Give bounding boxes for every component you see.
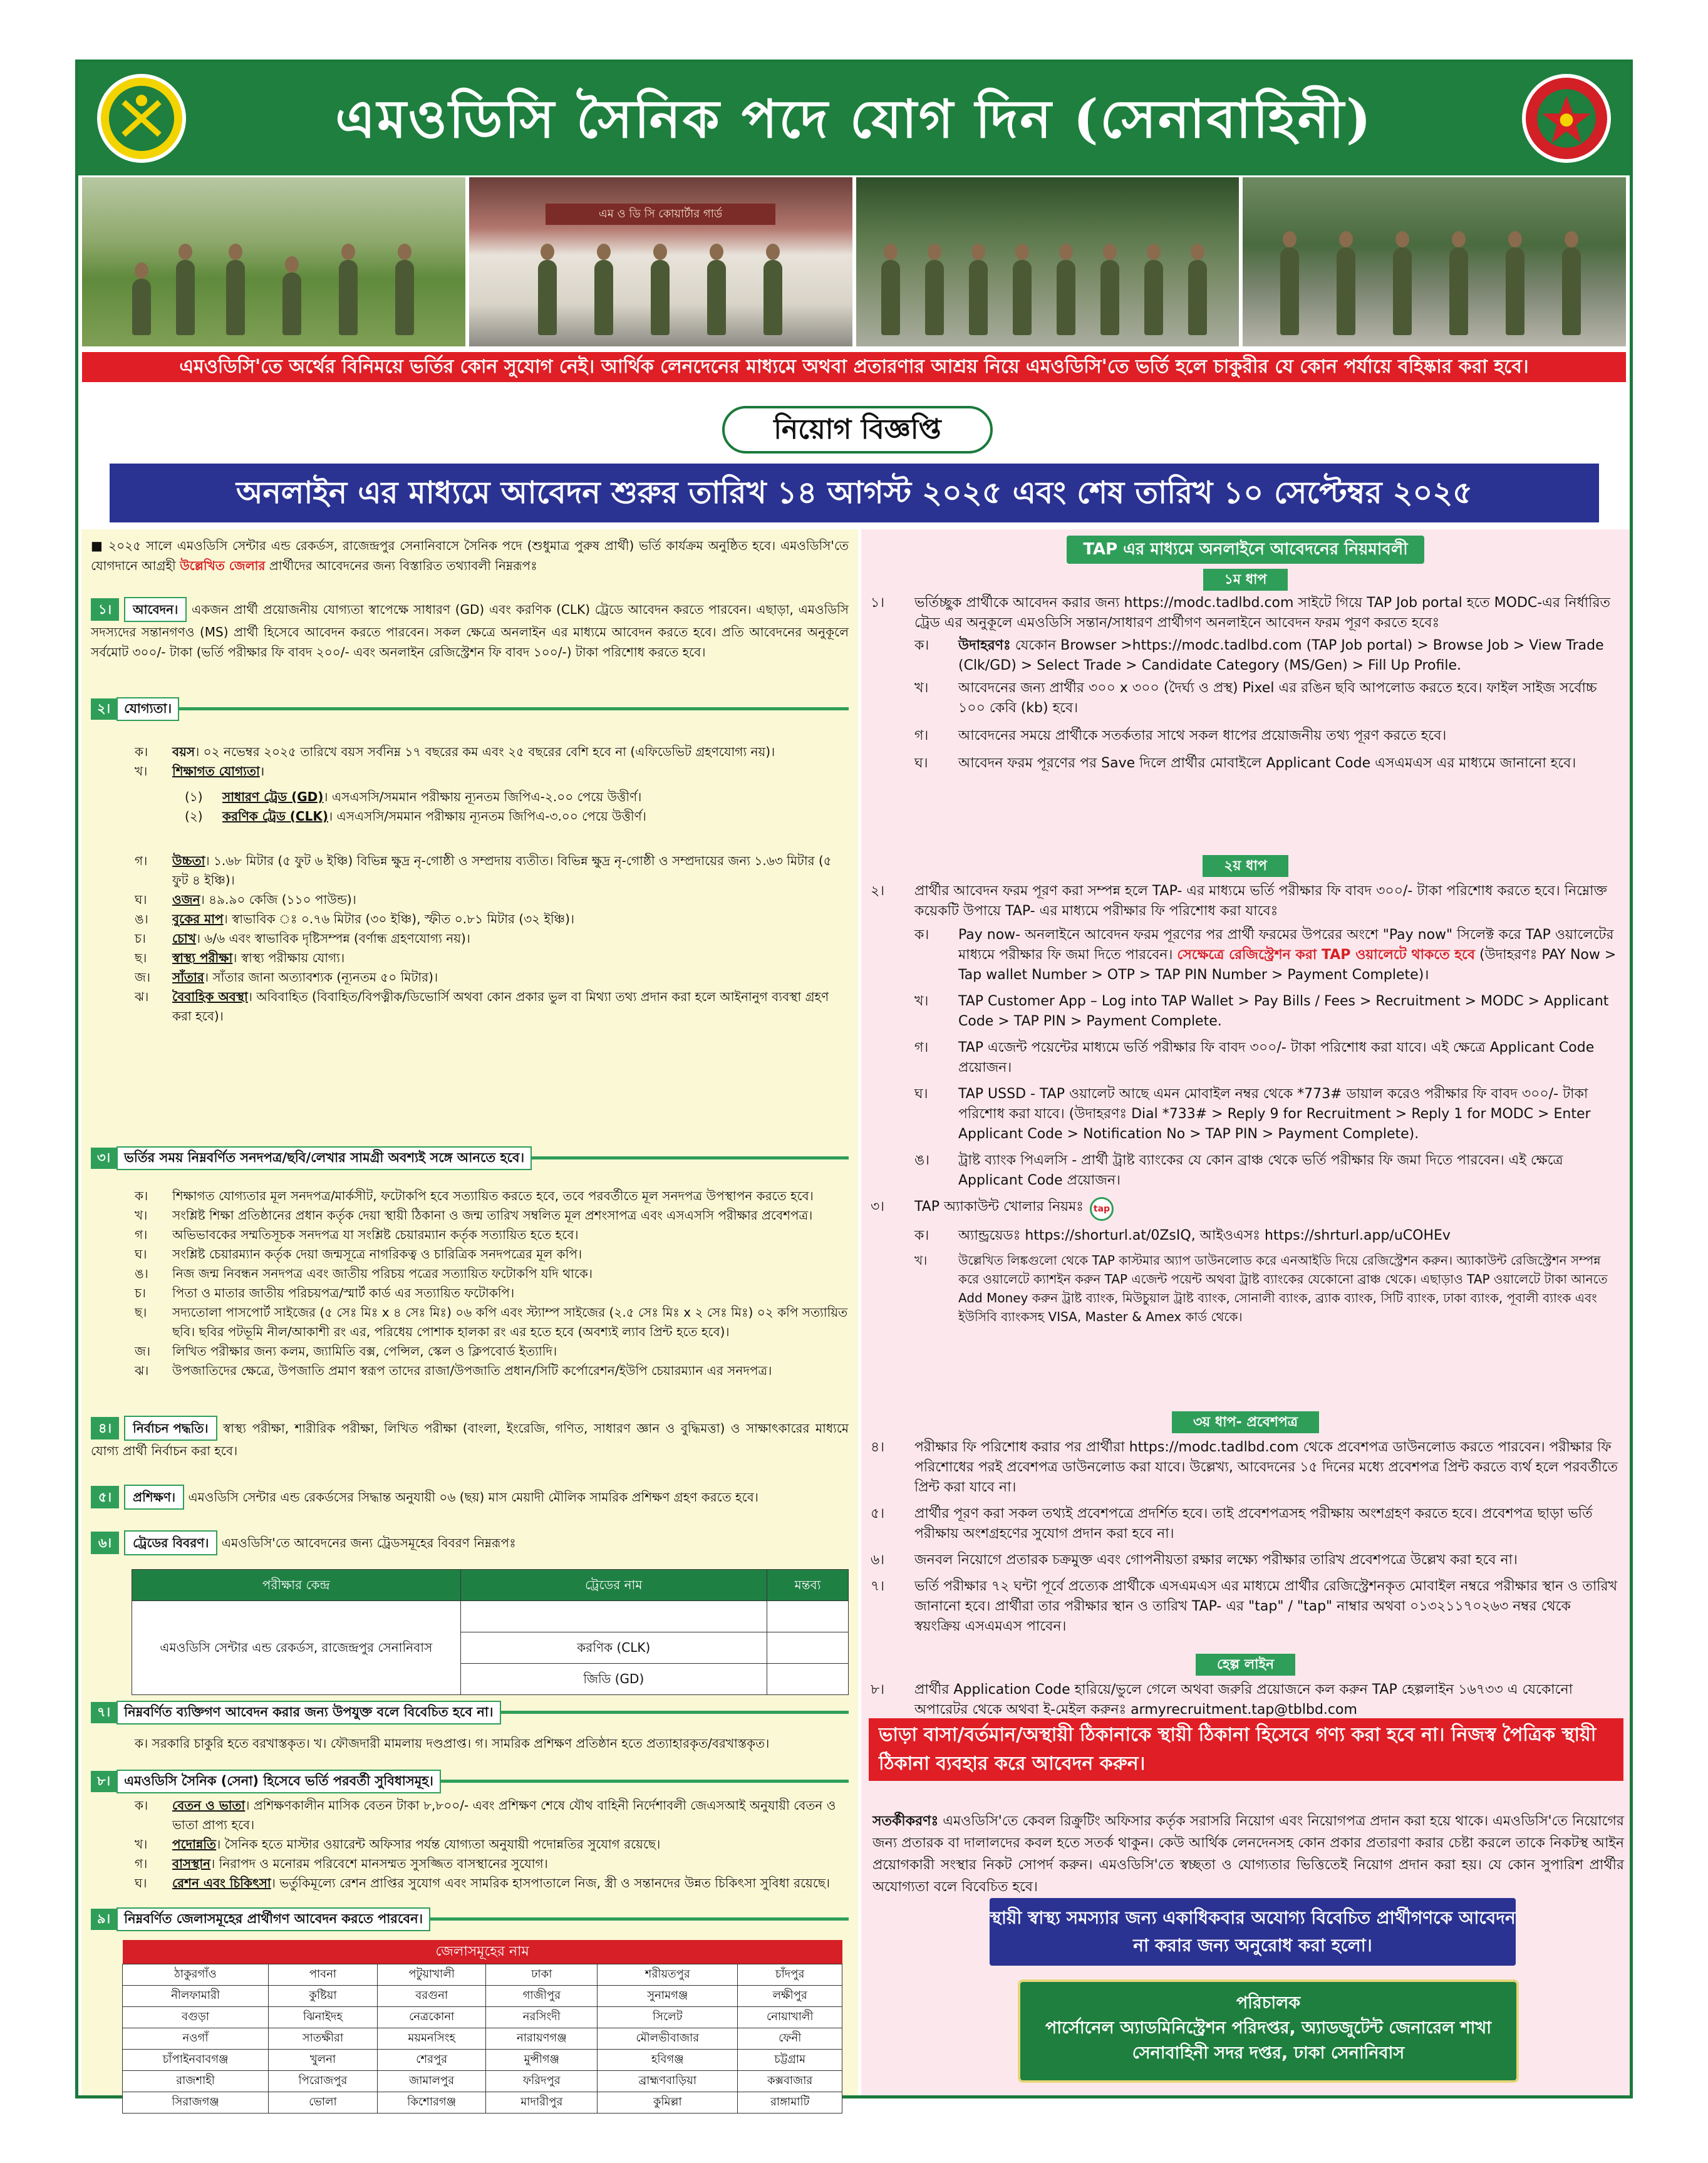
district-cell: ফেনী: [738, 2028, 842, 2049]
trade-table: [132, 1569, 849, 1695]
step-1-label: ১ম ধাপ: [861, 569, 1630, 591]
tap-step-1: ১। ভর্তিচ্ছুক প্রার্থীকে আবেদন করার জন্য https://modc.tadlbd.com সাইটে গিয়ে TAP Job portal হতে MODC-এর নির্ধারিত ট্রেড এর অনুকূলে এমওডিসি সন্তান/সাধারণ প্রার্থীগণ অনলাইনে আবেদন ফরম পূরণ করতে হবেঃ ক। উদাহরণঃ যেকোন Browser >https://modc.tadlbd.com (TAP Job portal) > Browse Job > View Trade (Clk/GD) > Select Trade > Candidate Category (MS/Gen) > Fill Up Profile. খ। আবেদনের জন্য প্রার্থীর ৩০০ x ৩০০ (দৈর্ঘ্য ও প্রস্থ) Pixel এর রঙিন ছবি আপলোড করতে হবে। ফাইল সাইজ সর্বোচ্চ ১০০ কেবি (kb) হবে। গ। আবেদনের সময়ে প্রার্থীকে সতর্কতার সাথে সকল ধাপের প্রয়োজনীয় তথ্য পূরণ করতে হবে। ঘ। আবেদন ফরম পূরণের পর Save দিলে প্রার্থীর মোবাইলে Applicant Code এসএমএস এর মাধ্যমে জানানো হবে।: [871, 595, 1611, 771]
district-cell: ফরিদপুর: [486, 2070, 598, 2092]
benefit-item: খ। পদোন্নতি। সৈনিক হতে মাস্টার ওয়ারেন্ট অফিসার পর্যন্ত যোগ্যতা অনুযায়ী পদোন্নতির সুযোগ রয়েছে।: [135, 1836, 661, 1852]
notice-title: নিয়োগ বিজ্ঞপ্তি: [722, 406, 993, 454]
district-row: [123, 2049, 842, 2070]
district-cell: নারায়ণগঞ্জ: [486, 2028, 598, 2049]
district-cell: নরসিংদী: [486, 2006, 598, 2028]
benefit-item: ঘ। রেশন এবং চিকিৎসা। ভর্তুকিমূল্যে রেশন প্রাপ্তির সুযোগ এবং সামরিক হাসপাতালে নিজ, স্ত্রী ও সন্তানদের উন্নত চিকিৎসা সুবিধা রয়েছে।: [135, 1875, 831, 1891]
district-cell: নেত্রকোনা: [377, 2006, 486, 2028]
page-title: এমওডিসি সৈনিক পদে যোগ দিন (সেনাবাহিনী): [335, 88, 1373, 150]
trade-cell: করণিক (CLK): [460, 1632, 767, 1664]
document-item: ক। শিক্ষাগত যোগ্যতার মূল সনদপত্র/মার্কসীট, ফটোকপি হবে সত্যায়িত করতে হবে, তবে পরবর্তীতে মূল সনদপত্র উপস্থাপন করতে হবে।: [135, 1188, 814, 1203]
district-cell: সিলেট: [598, 2006, 738, 2028]
tap-logo-icon: tap: [1090, 1197, 1114, 1221]
document-item: গ। অভিভাবকের সম্মতিসূচক সনদপত্র যা সংশ্লিষ্ট চেয়ারম্যান কর্তৃক সত্যায়িত হতে হবে।: [135, 1227, 579, 1242]
eligibility-swimming: জ। সাঁতার। সাঁতার জানা অত্যাবশ্যক (ন্যূনতম ৫০ মিটার)।: [135, 969, 438, 985]
trade-table-header: ট্রেডের নাম: [460, 1570, 767, 1601]
footer-signature: পরিচালক পার্সোনেল অ্যাডমিনিস্ট্রেশন পরিদপ্তর, অ্যাডজুটেন্ট জেনারেল শাখা সেনাবাহিনী সদর দপ্তর, ঢাকা সেনানিবাস: [1018, 1979, 1519, 2083]
photo-training-field: [82, 177, 465, 346]
date-banner: অনলাইন এর মাধ্যমে আবেদন শুরুর তারিখ ১৪ আগস্ট ২০২৫ এবং শেষ তারিখ ১০ সেপ্টেম্বর ২০২৫: [110, 464, 1599, 522]
section-9: ৯। নিম্নবর্ণিত জেলাসমূহের প্রার্থীগণ আবেদন করতে পারবেন।: [91, 1907, 849, 1931]
exam-center-cell: এমওডিসি সেন্টার এন্ড রেকর্ডস, রাজেন্দ্রপুর সেনানিবাস: [132, 1601, 461, 1695]
document-item: ঝ। উপজাতিদের ক্ষেত্রে, উপজাতি প্রমাণ স্বরূপ তাদের রাজা/উপজাতি প্রধান/সিটি কর্পোরেশন/ইউপি চেয়ারম্যান এর সনদপত্র।: [135, 1362, 772, 1378]
district-cell: ঝিনাইদহ: [269, 2006, 378, 2028]
district-cell: বগুড়া: [123, 2006, 269, 2028]
district-cell: সুনামগঞ্জ: [598, 1985, 738, 2006]
district-row: [123, 2070, 842, 2092]
district-cell: পাবনা: [269, 1964, 378, 1985]
eligibility-education: খ। শিক্ষাগত যোগ্যতা।: [135, 763, 265, 779]
photo-salute: [1243, 177, 1626, 346]
army-emblem-icon: [97, 74, 186, 163]
district-cell: রাজশাহী: [123, 2070, 269, 2092]
section-4: ৪। নির্বাচন পদ্ধতি। স্বাস্থ্য পরীক্ষা, শারীরিক পরীক্ষা, লিখিত পরীক্ষা (বাংলা, ইংরেজি, গণিত, সাধারণ জ্ঞান ও বুদ্ধিমত্তা) ও সাক্ষাৎকারের মাধ্যমে যোগ্য প্রার্থী নির্বাচন করা হবে।: [91, 1416, 849, 1461]
district-cell: ভোলা: [269, 2092, 378, 2113]
district-cell: জামালপুর: [377, 2070, 486, 2092]
section-5: ৫। প্রশিক্ষণ। এমওডিসি সেন্টার এন্ড রেকর্ডসের সিদ্ধান্ত অনুযায়ী ০৬ (ছয়) মাস মেয়াদী মৌলিক সামরিক প্রশিক্ষণ গ্রহণ করতে হবে।: [91, 1485, 849, 1510]
district-cell: ঠাকুরগাঁও: [123, 1964, 269, 1985]
modc-emblem-icon: [1522, 74, 1611, 163]
district-table-title: জেলাসমূহের নাম: [123, 1940, 842, 1964]
trade-table-header: পরীক্ষার কেন্দ্র: [132, 1570, 461, 1601]
district-row: [123, 2006, 842, 2028]
district-cell: নোয়াখালী: [738, 2006, 842, 2028]
district-cell: লক্ষীপুর: [738, 1985, 842, 2006]
helpline-label: হেল্প লাইন: [861, 1654, 1630, 1676]
district-cell: গাজীপুর: [486, 1985, 598, 2006]
district-table: [122, 1940, 842, 2114]
address-note: ভাড়া বাসা/বর্তমান/অস্থায়ী ঠিকানাকে স্থায়ী ঠিকানা হিসেবে গণ্য করা হবে না। নিজস্ব পৈত্রিক স্থায়ী ঠিকানা ব্যবহার করে আবেদন করুন।: [869, 1718, 1623, 1781]
district-cell: মুন্সীগঞ্জ: [486, 2049, 598, 2070]
photo-parade: [856, 177, 1240, 346]
district-cell: নওগাঁ: [123, 2028, 269, 2049]
eligibility-weight: ঘ। ওজন। ৪৯.৯০ কেজি (১১০ পাউন্ড)।: [135, 891, 356, 907]
district-row: [123, 2028, 842, 2049]
district-cell: শেরপুর: [377, 2049, 486, 2070]
district-cell: পিরোজপুর: [269, 2070, 378, 2092]
eligibility-chest: ঙ। বুকের মাপ। স্বাভাবিক ঃ ০.৭৬ মিটার (৩০ ইঞ্চি), স্ফীত ০.৮১ মিটার (৩২ ইঞ্চি)।: [135, 911, 575, 926]
district-row: [123, 2092, 842, 2113]
district-cell: কিশোরগঞ্জ: [377, 2092, 486, 2113]
poster: [75, 60, 1633, 2109]
tap-step-2: ২। প্রার্থীর আবেদন ফরম পূরণ করা সম্পন্ন হলে TAP- এর মাধ্যমে ভর্তি পরীক্ষার ফি বাবদ ৩০০/- টাকা পরিশোধ করতে হবে। নিম্নোক্ত কয়েকটি উপায়ে TAP- এর মাধ্যমে পরীক্ষার ফি পরিশোধ করা যাবেঃ ক। Pay now- অনলাইনে আবেদন ফরম পূরণের পর প্রার্থী ফরমের উপরের অংশে "Pay now" সিলেক্ট করে TAP ওয়ালেটের মাধ্যমে পরীক্ষার ফি জমা দিতে পারবেন। সেক্ষেত্রে রেজিস্ট্রেশন করা TAP ওয়ালেটে থাকতে হবে (উদাহরণঃ PAY Now > Tap wallet Number > OTP > TAP PIN Number > Payment Complete)। খ। TAP Customer App – Log into TAP Wallet > Pay Bills / Fees > Recruitment > MODC > Applicant Code > TAP PIN > Payment Complete. গ। TAP এজেন্ট পয়েন্টের মাধ্যমে ভর্তি পরীক্ষার ফি বাবদ ৩০০/- টাকা পরিশোধ করা যাবে। এই ক্ষেত্রে Applicant Code প্রয়োজন। ঘ। TAP USSD - TAP ওয়ালেট আছে এমন মোবাইল নম্বর থেকে *773# ডায়াল করেও পরীক্ষার ফি বাবদ ৩০০/- টাকা পরিশোধ করা যাবে। (উদাহরণঃ Dial *733# > Reply 9 for Recruitment > Reply 1 for MODC > Enter Applicant Code > Notification No > TAP PIN > Payment Complete). ঙ। ট্রাষ্ট ব্যাংক পিএলসি - প্রার্থী ট্রাষ্ট ব্যাংকের যে কোন ব্রাঞ্চ থেকে ভর্তি পরীক্ষার ফি জমা দিতে পারবেন। এই ক্ষেত্রে Applicant Code প্রয়োজন। ৩। TAP অ্যাকাউন্ট খোলার নিয়মঃ tap ক। অ্যান্ড্রয়েডঃ https://shorturl.at/0ZsIQ, আইওএসঃ https://shrturl.app/uCOHEv খ। উল্লেখিত লিঙ্কগুলো থেকে TAP কাস্টমার অ্যাপ ডাউনলোড করে এনআইডি দিয়ে রেজিস্ট্রেশন করুন। অ্যাকাউন্ট রেজিস্ট্রেশন সম্পন্ন করে ওয়ালেটে ক্যাশইন করুন TAP এজেন্ট পয়েন্ট অথবা ট্রাষ্ট ব্যাংকের যেকোনো ব্রাঞ্চ থেকে। এছাড়াও TAP ওয়ালেটে টাকা আনতে Add Money করুন ট্রাষ্ট ব্যাংক, মিউচুয়াল ট্রাষ্ট ব্যাংক, সোনালী ব্যাংক, ব্র্যাক ব্যাংক, সিটি ব্যাংক, ঢাকা ব্যাংক, পূবালী ব্যাংক এবং ইউসিবি ব্যাংকসহ VISA, Master & Amex কার্ড থেকে।: [871, 883, 1617, 1324]
district-cell: ঢাকা: [486, 1964, 598, 1985]
left-column: [81, 529, 858, 2109]
district-cell: হবিগঞ্জ: [598, 2049, 738, 2070]
eligibility-marital: ঝ। বৈবাহিক অবস্থা। অবিবাহিত (বিবাহিত/বিপত্নীক/ডিভোর্সি অথবা কোন প্রকার ভুল বা মিথ্যা তথ্য প্রদান করা হলে আইনানুগ ব্যবস্থা গ্রহণ করা হবে)।: [135, 988, 829, 1024]
tap-step-3: ৪। পরীক্ষার ফি পরিশোধ করার পর প্রার্থীরা https://modc.tadlbd.com থেকে প্রবেশপত্র ডাউনলোড করতে পারবেন। পরীক্ষার ফি পরিশোধের পরই প্রবেশপত্র ডাউনলোড করা যাবে। উল্লেখ্য, আবেদনের ১৫ দিনের মধ্যে প্রবেশপত্র প্রিন্ট করতে ব্যর্থ হলে পরবর্তীতে প্রিন্ট করা যাবে না। ৫। প্রার্থীর পূরণ করা সকল তথ্যই প্রবেশপত্রে প্রদর্শিত হবে। তাই প্রবেশপত্রসহ পরীক্ষায় অংশগ্রহণ করতে হবে। প্রবেশপত্র ছাড়া ভর্তি পরীক্ষায় অংশগ্রহণের সুযোগ প্রদান করা হবে না। ৬। জনবল নিয়োগে প্রতারক চক্রমুক্ত এবং গোপনীয়তা রক্ষার লক্ষ্যে পরীক্ষার তারিখ প্রবেশপত্রে উল্লেখ করা হবে না। ৭। ভর্তি পরীক্ষার ৭২ ঘন্টা পূর্বে প্রত্যেক প্রার্থীকে এসএমএস এর মাধ্যমে প্রার্থীর রেজিস্ট্রেশনকৃত মোবাইল নম্বরে পরীক্ষার স্থান ও তারিখ জানানো হবে। প্রার্থীরা তার পরীক্ষার স্থান ও তারিখ TAP- এর "tap" / "tap" নাম্বার অথবা ০১৩২১১৭০২৬৩ নম্বর থেকে স্বয়ংক্রিয় এসএমএস পাবেন।: [871, 1439, 1618, 1634]
step-3-label: ৩য় ধাপ- প্রবেশপত্র: [861, 1411, 1630, 1433]
section-7: ৭। নিম্নবর্ণিত ব্যক্তিগণ আবেদন করার জন্য উপযুক্ত বলে বিবেচিত হবে না। ক। সরকারি চাকুরি হতে বরখাস্তকৃত। খ। ফৌজদারী মামলায় দণ্ডপ্রাপ্ত। গ। সামরিক প্রশিক্ষণ প্রতিষ্ঠান হতে প্রত্যাহারকৃত/বরখাস্তকৃত।: [91, 1701, 849, 1753]
trade-cell: জিডি (GD): [460, 1664, 767, 1695]
district-cell: বরগুনা: [377, 1985, 486, 2006]
district-cell: সিরাজগঞ্জ: [123, 2092, 269, 2113]
photo-quarter-guard: [469, 177, 852, 346]
document-item: চ। পিতা ও মাতার জাতীয় পরিচয়পত্র/স্মার্ট কার্ড এর সত্যায়িত ফটোকপি।: [135, 1285, 515, 1300]
eligibility-height: গ। উচ্চতা। ১.৬৮ মিটার (৫ ফুট ৬ ইঞ্চি) বিভিন্ন ক্ষুদ্র নৃ-গোষ্ঠী ও সম্প্রদায় ব্যতীত। বিভিন্ন ক্ষুদ্র নৃ-গোষ্ঠী ও সম্প্রদায়ের জন্য ১.৬৩ মিটার (৫ ফুট ৪ ইঞ্চি)।: [135, 853, 832, 888]
document-item: ঙ। নিজ জন্ম নিবন্ধন সনদপত্র এবং জাতীয় পরিচয় পত্রের সত্যায়িত ফটোকপি যদি থাকে।: [135, 1265, 593, 1281]
district-cell: ময়মনসিংহ: [377, 2028, 486, 2049]
district-cell: ব্রাহ্মণবাড়িয়া: [598, 2070, 738, 2092]
section-8: ৮। এমওডিসি সৈনিক (সেনা) হিসেবে ভর্তি পরবর্তী সুবিধাসমূহ। ক। বেতন ও ভাতা। প্রশিক্ষণকালীন মাসিক বেতন টাকা ৮,৮০০/- এবং প্রশিক্ষণ শেষে যৌথ বাহিনী নির্দেশাবলী জেএসআই অনুযায়ী বেতন ও ভাতা প্রাপ্য হবে। খ। পদোন্নতি। সৈনিক হতে মাস্টার ওয়ারেন্ট অফিসার পর্যন্ত যোগ্যতা অনুযায়ী পদোন্নতির সুযোগ রয়েছে। গ। বাসস্থান। নিরাপদ ও মনোরম পরিবেশে মানসম্মত সুসজ্জিত বাসস্থানের সুযোগ। ঘ। রেশন এবং চিকিৎসা। ভর্তুকিমূল্যে রেশন প্রাপ্তির সুযোগ এবং সামরিক হাসপাতালে নিজ, স্ত্রী ও সন্তানদের উন্নত চিকিৎসা সুবিধা রয়েছে।: [91, 1770, 849, 1893]
district-cell: রাঙ্গামাটি: [738, 2092, 842, 2113]
eligibility-clk: (২) করণিক ট্রেড (CLK)। এসএসসি/সমমান পরীক্ষায় ন্যূনতম জিপিএ-৩.০০ পেয়ে উত্তীর্ণ।: [185, 808, 646, 824]
district-cell: পটুয়াখালী: [377, 1964, 486, 1985]
benefit-item: গ। বাসস্থান। নিরাপদ ও মনোরম পরিবেশে মানসম্মত সুসজ্জিত বাসস্থানের সুযোগ।: [135, 1855, 548, 1871]
trade-table-header: মন্তব্য: [767, 1570, 849, 1601]
caution-text: সতর্কীকরণঃ এমওডিসি'তে কেবল রিক্রুটিং অফিসার কর্তৃক সরাসরি নিয়োগ এবং নিয়োগপত্র প্রদান করা হয়ে থাকে। এমওডিসি'তে নিয়োগের জন্য প্রতারক বা দালালদের কবল হতে সতর্ক থাকুন। কেউ আর্থিক লেনদেনসহ কোন প্রকার প্রতারণা করার চেষ্টা করলে তাকে নিকটস্থ আইন প্রয়োগকারী সংস্থার নিকট সোপর্দ করুন। এমওডিসি'তে স্বচ্ছতা ও যোগ্যতার ভিত্তিতেই নিয়োগ প্রদান করা হয়। যে কোন সুপারিশ প্রার্থীর অযোগ্যতা বলে বিবেচিত হবে।: [872, 1813, 1624, 1895]
section-3: ৩। ভর্তির সময় নিম্নবর্ণিত সনদপত্র/ছবি/লেখার সামগ্রী অবশ্যই সঙ্গে আনতে হবে। ক। শিক্ষাগত যোগ্যতার মূল সনদপত্র/মার্কসীট, ফটোকপি হবে সত্যায়িত করতে হবে, তবে পরবর্তীতে মূল সনদপত্র উপস্থাপন করতে হবে। খ। সংশ্লিষ্ট শিক্ষা প্রতিষ্ঠানের প্রধান কর্তৃক দেয়া স্থায়ী ঠিকানা ও জন্ম তারিখ সম্বলিত মূল প্রশংসাপত্র এবং এসএসসি পরীক্ষার প্রবেশপত্র। গ। অভিভাবকের সম্মতিসূচক সনদপত্র যা সংশ্লিষ্ট চেয়ারম্যান কর্তৃক সত্যায়িত হতে হবে। ঘ। সংশ্লিষ্ট চেয়ারম্যান কর্তৃক দেয়া জন্মসূত্রে নাগরিকত্ব ও চারিত্রিক সনদপত্রের মূল কপি। ঙ। নিজ জন্ম নিবন্ধন সনদপত্র এবং জাতীয় পরিচয় পত্রের সত্যায়িত ফটোকপি যদি থাকে। চ। পিতা ও মাতার জাতীয় পরিচয়পত্র/স্মার্ট কার্ড এর সত্যায়িত ফটোকপি। ছ। সদ্যতোলা পাসপোর্ট সাইজের (৫ সেঃ মিঃ x ৪ সেঃ মিঃ) ০৬ কপি এবং স্ট্যাম্প সাইজের (২.৫ সেঃ মিঃ x ২ সেঃ মিঃ) ০২ কপি সত্যায়িত ছবি। ছবির পটভূমি নীল/আকাশী রং এর, পরিধেয় পোশাক হালকা রং এর হতে হবে (অবশ্যই ল্যাব প্রিন্ট হতে হবে)। জ। লিখিত পরীক্ষার জন্য কলম, জ্যামিতি বক্স, পেন্সিল, স্কেল ও ক্লিপবোর্ড ইত্যাদি। ঝ। উপজাতিদের ক্ষেত্রে, উপজাতি প্রমাণ স্বরূপ তাদের রাজা/উপজাতি প্রধান/সিটি কর্পোরেশন/ইউপি চেয়ারম্যান এর সনদপত্র।: [91, 1146, 849, 1381]
health-note: স্থায়ী স্বাস্থ্য সমস্যার জন্য একাধিকবার অযোগ্য বিবেচিত প্রার্থীগণকে আবেদন না করার জন্য অনুরোধ করা হলো।: [990, 1898, 1516, 1966]
district-cell: চট্টগ্রাম: [738, 2049, 842, 2070]
photo-strip: [78, 177, 1630, 346]
intro-text: ■ ২০২৫ সালে এমওডিসি সেন্টার এন্ড রেকর্ডস, রাজেন্দ্রপুর সেনানিবাসে সৈনিক পদে (শুধুমাত্র পুরুষ প্রার্থী) ভর্তি কার্যক্রম অনুষ্ঠিত হবে। এমওডিসি'তে যোগদানে আগ্রহী উল্লেখিত জেলার প্রার্থীদের আবেদনের জন্য বিস্তারিত তথ্যাবলী নিম্নরূপঃ: [91, 538, 849, 573]
warning-strip: এমওডিসি'তে অর্থের বিনিময়ে ভর্তির কোন সুযোগ নেই। আর্থিক লেনদেনের মাধ্যমে অথবা প্রতারণার আশ্রয় নিয়ে এমওডিসি'তে ভর্তি হলে চাকুরীর যে কোন পর্যায়ে বহিষ্কার করা হবে।: [82, 352, 1626, 382]
document-item: খ। সংশ্লিষ্ট শিক্ষা প্রতিষ্ঠানের প্রধান কর্তৃক দেয়া স্থায়ী ঠিকানা ও জন্ম তারিখ সম্বলিত মূল প্রশংসাপত্র এবং এসএসসি পরীক্ষার প্রবেশপত্র।: [135, 1207, 813, 1223]
step-2-label: ২য় ধাপ: [861, 855, 1630, 877]
district-cell: কুষ্টিয়া: [269, 1985, 378, 2006]
quarter-guard-sign: এম ও ডি সি কোয়ার্টার গার্ড: [546, 204, 775, 225]
document-item: ঘ। সংশ্লিষ্ট চেয়ারম্যান কর্তৃক দেয়া জন্মসূত্রে নাগরিকত্ব ও চারিত্রিক সনদপত্রের মূল কপি।: [135, 1246, 582, 1262]
header-banner: [78, 63, 1630, 175]
section-1: ১। আবেদন। একজন প্রার্থী প্রয়োজনীয় যোগ্যতা স্বাপেক্ষে সাধারণ (GD) এবং করণিক (CLK) ট্রেডে আবেদন করতে পারবেন। এছাড়া, এমওডিসি সদস্যদের সন্তানগণও (MS) প্রার্থী হিসেবে আবেদন করতে পারবেন। সকল ক্ষেত্রে অনলাইন এর মাধ্যমে আবেদন করতে হবে। প্রতি আবেদনের অনুকূলে সর্বমোট ৩০০/- টাকা (ভর্তি পরীক্ষার ফি বাবদ ২০০/- এবং অনলাইন রেজিস্ট্রেশন ফি বাবদ ১০০/-) টাকা পরিশোধ করতে হবে।: [91, 597, 849, 662]
document-item: জ। লিখিত পরীক্ষার জন্য কলম, জ্যামিতি বক্স, পেন্সিল, স্কেল ও ক্লিপবোর্ড ইত্যাদি।: [135, 1343, 557, 1359]
eligibility-eyes: চ। চোখ। ৬/৬ এবং স্বাভাবিক দৃষ্টিসম্পন্ন (বর্ণান্ধ গ্রহণযোগ্য নয়)।: [135, 930, 470, 946]
district-cell: নীলফামারী: [123, 1985, 269, 2006]
district-row: [123, 1964, 842, 1985]
district-cell: চাঁদপুর: [738, 1964, 842, 1985]
tap-instructions-heading: TAP এর মাধ্যমে অনলাইনে আবেদনের নিয়মাবলী: [861, 536, 1630, 564]
document-item: ছ। সদ্যতোলা পাসপোর্ট সাইজের (৫ সেঃ মিঃ x ৪ সেঃ মিঃ) ০৬ কপি এবং স্ট্যাম্প সাইজের (২.৫ সেঃ মিঃ x ২ সেঃ মিঃ) ০২ কপি সত্যায়িত ছবি। ছবির পটভূমি নীল/আকাশী রং এর, পরিধেয় পোশাক হালকা রং এর হতে হবে (অবশ্যই ল্যাব প্রিন্ট হতে হবে)।: [135, 1304, 848, 1339]
eligibility-age: ক। বয়স। ০২ নভেম্বর ২০২৫ তারিখে বয়স সর্বনিম্ন ১৭ বছরের কম এবং ২৫ বছরের বেশি হবে না (এফিডেভিট গ্রহণযোগ্য নয়)।: [135, 744, 775, 759]
benefit-item: ক। বেতন ও ভাতা। প্রশিক্ষণকালীন মাসিক বেতন টাকা ৮,৮০০/- এবং প্রশিক্ষণ শেষে যৌথ বাহিনী নির্দেশাবলী জেএসআই অনুযায়ী বেতন ও ভাতা প্রাপ্য হবে।: [135, 1797, 836, 1832]
district-cell: চাঁপাইনবাবগঞ্জ: [123, 2049, 269, 2070]
helpline-text: ৮। প্রার্থীর Application Code হারিয়ে/ভুলে গেলে অথবা জরুরি প্রয়োজনে কল করুন TAP হেল্পলাইন ১৬৭৩৩ এ যেকোনো অপারেটর থেকে অথবা ই-মেইল করুনঃ armyrecruitment.tap@tblbd.com: [871, 1682, 1573, 1718]
district-cell: মৌলভীবাজার: [598, 2028, 738, 2049]
district-cell: শরীয়তপুর: [598, 1964, 738, 1985]
district-cell: সাতক্ষীরা: [269, 2028, 378, 2049]
eligibility-gd: (১) সাধারণ ট্রেড (GD)। এসএসসি/সমমান পরীক্ষায় ন্যূনতম জিপিএ-২.০০ পেয়ে উত্তীর্ণ।: [185, 789, 642, 804]
section-6: ৬। ট্রেডের বিবরণ। এমওডিসি'তে আবেদনের জন্য ট্রেডসমূহের বিবরণ নিম্নরূপঃ: [91, 1530, 849, 1555]
eligibility-health: ছ। স্বাস্থ্য পরীক্ষা। স্বাস্থ্য পরীক্ষায় যোগ্য।: [135, 950, 345, 965]
district-cell: খুলনা: [269, 2049, 378, 2070]
district-cell: কুমিল্লা: [598, 2092, 738, 2113]
district-cell: কক্সবাজার: [738, 2070, 842, 2092]
section-2: ২। যোগ্যতা। ক। বয়স। ০২ নভেম্বর ২০২৫ তারিখে বয়স সর্বনিম্ন ১৭ বছরের কম এবং ২৫ বছরের বেশি হবে না (এফিডেভিট গ্রহণযোগ্য নয়)। খ। শিক্ষাগত যোগ্যতা। (১) সাধারণ ট্রেড (GD)। এসএসসি/সমমান পরীক্ষায় ন্যূনতম জিপিএ-২.০০ পেয়ে উত্তীর্ণ। (২) করণিক ট্রেড (CLK)। এসএসসি/সমমান পরীক্ষায় ন্যূনতম জিপিএ-৩.০০ পেয়ে উত্তীর্ণ। গ। উচ্চতা। ১.৬৮ মিটার (৫ ফুট ৬ ইঞ্চি) বিভিন্ন ক্ষুদ্র নৃ-গোষ্ঠী ও সম্প্রদায় ব্যতীত। বিভিন্ন ক্ষুদ্র নৃ-গোষ্ঠী ও সম্প্রদায়ের জন্য ১.৬৩ মিটার (৫ ফুট ৪ ইঞ্চি)। ঘ। ওজন। ৪৯.৯০ কেজি (১১০ পাউন্ড)। ঙ। বুকের মাপ। স্বাভাবিক ঃ ০.৭৬ মিটার (৩০ ইঞ্চি), স্ফীত ০.৮১ মিটার (৩২ ইঞ্চি)। চ। চোখ। ৬/৬ এবং স্বাভাবিক দৃষ্টিসম্পন্ন (বর্ণান্ধ গ্রহণযোগ্য নয়)। ছ। স্বাস্থ্য পরীক্ষা। স্বাস্থ্য পরীক্ষায় যোগ্য। জ। সাঁতার। সাঁতার জানা অত্যাবশ্যক (ন্যূনতম ৫০ মিটার)। ঝ। বৈবাহিক অবস্থা। অবিবাহিত (বিবাহিত/বিপত্নীক/ডিভোর্সি অথবা কোন প্রকার ভুল বা মিথ্যা তথ্য প্রদান করা হলে আইনানুগ ব্যবস্থা গ্রহণ করা হবে)।: [91, 697, 849, 1026]
district-cell: মাদারীপুর: [486, 2092, 598, 2113]
district-row: [123, 1985, 842, 2006]
